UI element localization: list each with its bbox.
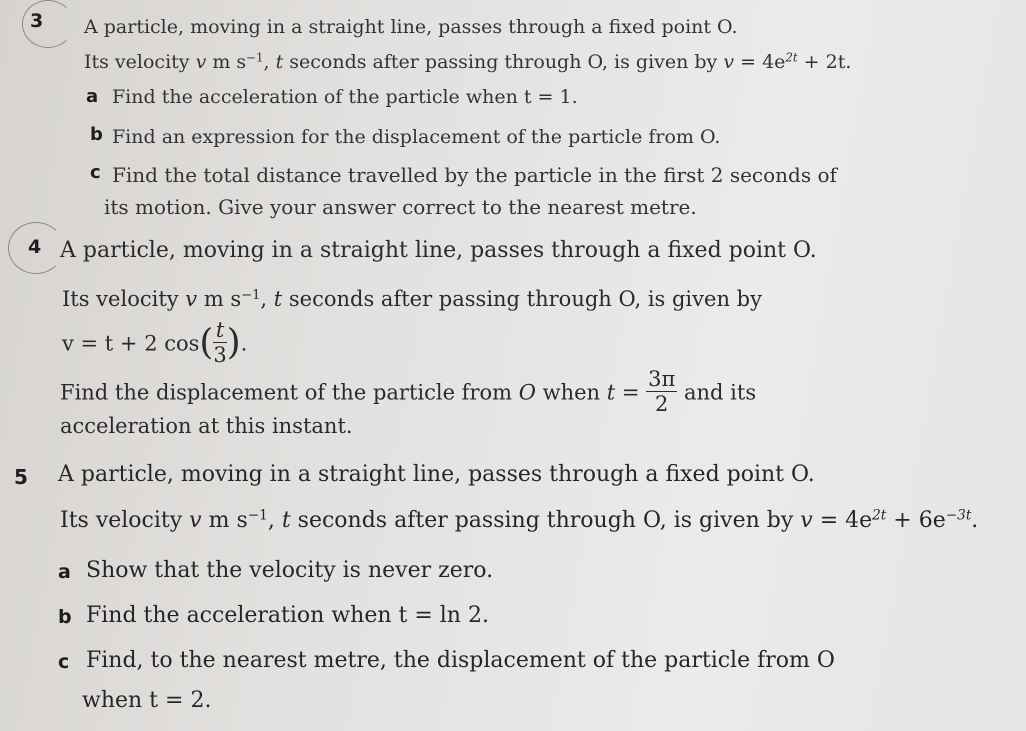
question-5b-label: b <box>58 606 72 628</box>
question-5a-text: Show that the velocity is never zero. <box>86 558 494 583</box>
question-5-line1: A particle, moving in a straight line, passes through a fixed point O. <box>58 462 815 487</box>
question-3-line1: A particle, moving in a straight line, passes through a fixed point O. <box>84 16 738 38</box>
question-5-line2: Its velocity v m $s^{-1}$, t seconds after passing through O, is given by $v = 4e^{2t} + 6e^{-3t}$. <box>60 507 979 533</box>
question-4-line2: Its velocity v m $s^{-1}$, t seconds after passing through O, is given by <box>62 287 762 311</box>
question-3c-label: c <box>90 162 101 183</box>
question-3b-label: b <box>90 124 103 145</box>
question-3a-label: a <box>86 86 99 107</box>
question-3-line2: Its velocity v m $s^{-1}$, t seconds after passing through O, is given by $v = 4e^{2t} + 2t$. <box>84 50 852 73</box>
question-3b-text: Find an expression for the displacement of the particle from O. <box>112 126 721 148</box>
question-4-find-line: Find the displacement of the particle from O when t = $\frac{3\pi}{2}$ and its <box>60 367 757 417</box>
question-3-number: 3 <box>30 10 44 32</box>
question-3c-line1: Find the total distance travelled by the particle in the first 2 seconds of <box>112 163 837 187</box>
question-5c-line2: when t = 2. <box>82 688 212 713</box>
question-4-velocity-equation: v = t + 2 cos( $\frac{t}{3}$ ). <box>62 318 248 368</box>
question-5-number: 5 <box>14 465 28 489</box>
question-5c-label: c <box>58 651 70 673</box>
question-5a-label: a <box>58 561 71 583</box>
question-4-line1: A particle, moving in a straight line, passes through a fixed point O. <box>60 238 817 263</box>
question-5c-line1: Find, to the nearest metre, the displacement of the particle from O <box>86 648 835 673</box>
question-5b-text: Find the acceleration when t = ln 2. <box>86 603 489 628</box>
question-4-last-line: acceleration at this instant. <box>60 414 353 438</box>
question-3c-line2: its motion. Give your answer correct to the nearest metre. <box>104 195 697 219</box>
question-3a-text: Find the acceleration of the particle when t = 1. <box>112 86 578 108</box>
question-4-number: 4 <box>28 236 42 258</box>
